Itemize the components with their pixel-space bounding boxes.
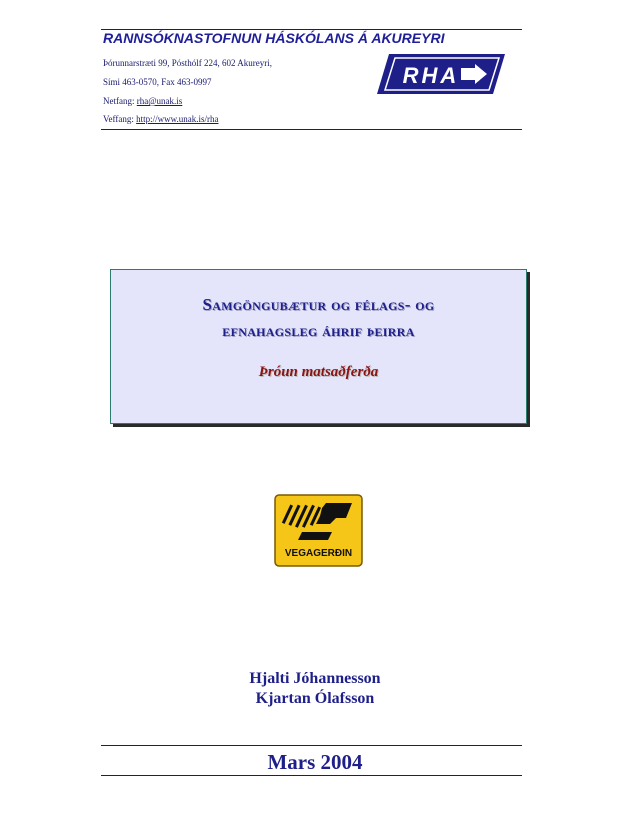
- rha-logo: [377, 52, 507, 96]
- report-title: [111, 292, 526, 344]
- email-link[interactable]: rha@unak.is: [136, 96, 183, 106]
- web-link[interactable]: http://www.unak.is/rha: [136, 114, 219, 124]
- vegagerdin-logo-text: VEGAGERÐIN: [284, 548, 353, 559]
- web-line: [103, 114, 218, 124]
- publication-date: Mars 2004: [267, 750, 363, 774]
- author-1: Hjalti Jóhannesson: [249, 670, 381, 687]
- email-line: [103, 96, 182, 106]
- report-title-line-1: Samgöngubætur og félags- og: [202, 295, 435, 314]
- address-line-2: Sími 463-0570, Fax 463-0997: [103, 77, 212, 87]
- rha-logo-text: RHA: [402, 63, 460, 88]
- address-line-1: Þórunnarstræti 99, Pósthólf 224, 602 Akureyri,: [103, 58, 272, 68]
- report-subtitle: Þróun matsaðferða: [258, 364, 379, 380]
- email-label: Netfang:: [103, 96, 137, 106]
- institution-name: RANNSÓKNASTOFNUN HÁSKÓLANS Á AKUREYRI: [103, 30, 445, 46]
- web-label: Veffang:: [103, 114, 137, 124]
- report-title-line-2: efnahagsleg áhrif þeirra: [222, 321, 415, 340]
- footer-bottom-rule: [101, 775, 522, 776]
- header-bottom-rule: [101, 129, 522, 130]
- authors: [0, 669, 630, 709]
- footer-top-rule: [101, 745, 522, 746]
- author-2: Kjartan Ólafsson: [255, 690, 375, 707]
- title-box: [110, 269, 527, 424]
- vegagerdin-logo: [274, 494, 363, 567]
